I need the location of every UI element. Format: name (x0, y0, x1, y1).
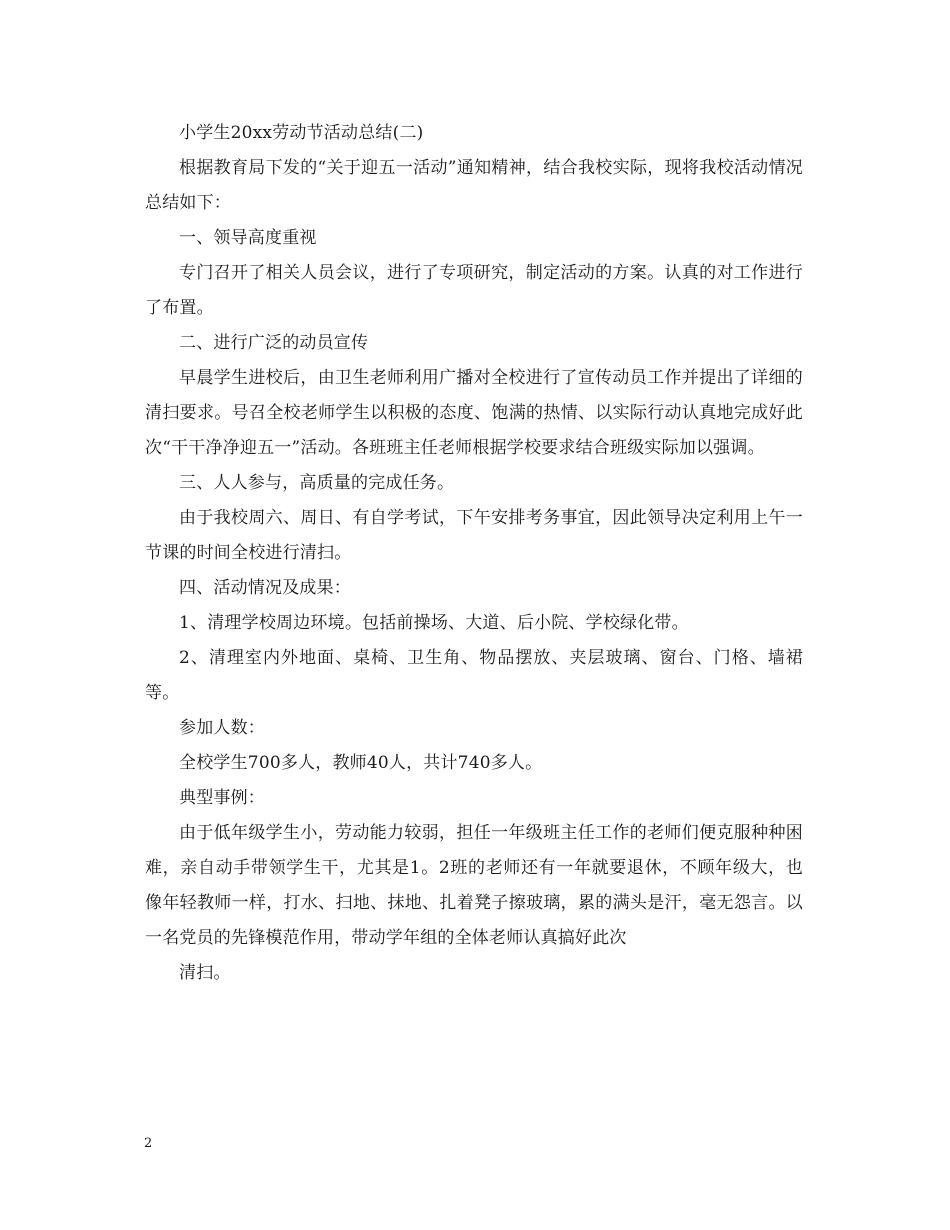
intro-paragraph: 根据教育局下发的“关于迎五一活动”通知精神，结合我校实际，现将我校活动情况总结如下： (145, 158, 803, 213)
paragraph-participants: 全校学生700多人，教师40人，共计740多人。 (179, 753, 543, 773)
section-heading-results: 四、活动情况及成果： (179, 578, 351, 598)
section-heading-publicity: 二、进行广泛的动员宣传 (179, 333, 369, 353)
list-item-1: 1、清理学校周边环境。包括前操场、大道、后小院、学校绿化带。 (179, 613, 689, 633)
paragraph-participation: 由于我校周六、周日、有自学考试，下午安排考务事宜，因此领导决定利用上午一节课的时间全校进行清扫。 (145, 508, 803, 563)
paragraph-typical-cases: 由于低年级学生小，劳动能力较弱，担任一年级班主任工作的老师们便克服种种困难，亲自动手带领学生干，尤其是1。2班的老师还有一年就要退休，不顾年级大，也像年轻教师一样，打水、扫地、抹地、扎着凳子擦玻璃，累的满头是汗，毫无怨言。以一名党员的先锋模范作用，带动学年组的全体老师认真搞好此次 (145, 823, 803, 948)
section-heading-participation: 三、人人参与，高质量的完成任务。 (179, 473, 455, 493)
document-title: 小学生20xx劳动节活动总结(二) (179, 123, 424, 143)
paragraph-closing: 清扫。 (179, 963, 231, 983)
section-heading-leadership: 一、领导高度重视 (179, 228, 317, 248)
label-typical-cases: 典型事例： (179, 788, 265, 808)
list-item-2: 2、清理室内外地面、桌椅、卫生角、物品摆放、夹层玻璃、窗台、门格、墙裙等。 (145, 648, 803, 703)
document-body (145, 116, 803, 991)
label-participants: 参加人数： (179, 718, 265, 738)
paragraph-publicity: 早晨学生进校后，由卫生老师利用广播对全校进行了宣传动员工作并提出了详细的清扫要求。号召全校老师学生以积极的态度、饱满的热情、以实际行动认真地完成好此次“干干净净迎五一”活动。各班班主任老师根据学校要求结合班级实际加以强调。 (145, 368, 803, 458)
paragraph-leadership: 专门召开了相关人员会议，进行了专项研究，制定活动的方案。认真的对工作进行了布置。 (145, 263, 803, 318)
page-number: 2 (144, 1136, 153, 1151)
